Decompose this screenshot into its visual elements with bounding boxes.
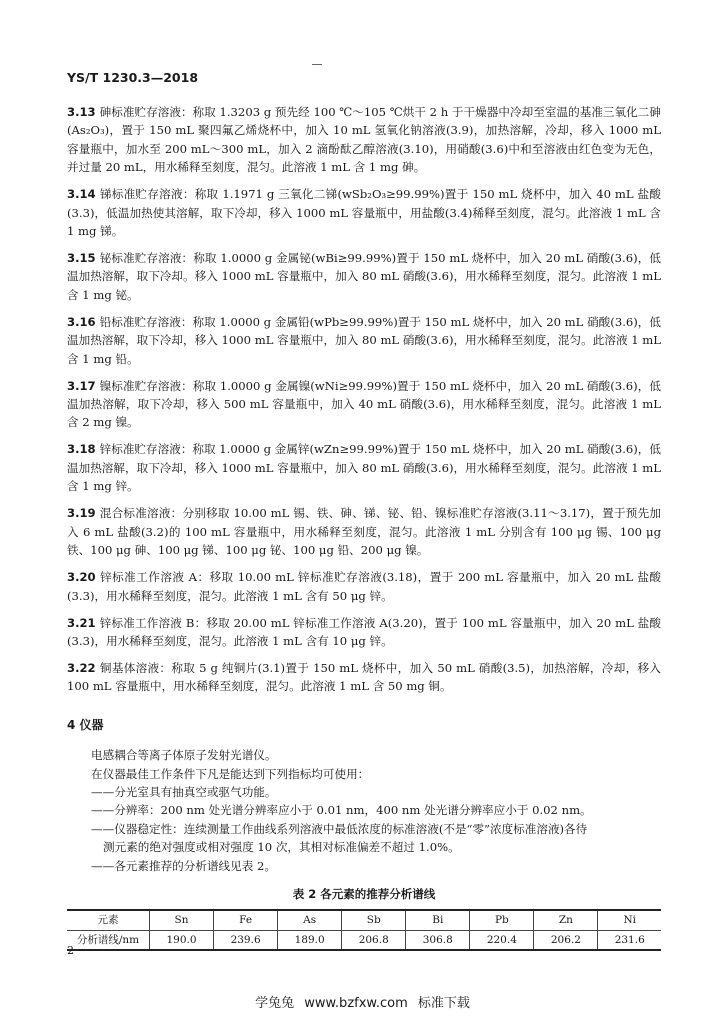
table-cell: 206.2 xyxy=(534,930,598,950)
table-header-cell: Bi xyxy=(406,910,470,930)
clause-text: 铜基体溶液：称取 5 g 纯铜片(3.1)置于 150 mL 烧杯中，加入 50 mL 硝酸(3.5)，加热溶解，冷却，移入 100 mL 容量瓶中，用水稀释至刻度，混匀。此溶液 1 mL 含 50 mg 铜。 xyxy=(67,660,661,694)
table-cell: 239.6 xyxy=(214,930,278,950)
document-body xyxy=(67,103,661,951)
table-header-cell: Sb xyxy=(342,910,406,930)
table-cell: 306.8 xyxy=(406,930,470,950)
requirement-vacuum: ——分光室具有抽真空或驱气功能。 xyxy=(91,784,277,799)
spectral-lines-table xyxy=(67,909,661,951)
clause-number: 3.15 xyxy=(67,251,96,266)
clause-paragraph xyxy=(67,103,661,177)
clause-number: 3.13 xyxy=(67,105,96,119)
clause-paragraph xyxy=(67,377,661,432)
table-header-row xyxy=(67,910,661,930)
table-cell: 206.8 xyxy=(342,930,406,950)
table-cell: 231.6 xyxy=(598,930,661,950)
table-header-cell: Fe xyxy=(214,910,278,930)
clause-paragraph xyxy=(67,440,661,495)
clause-number: 3.20 xyxy=(67,570,96,585)
watermark-footer: 学兔兔 www.bzfxw.com 标准下载 xyxy=(255,996,470,1011)
table-header-cell: Zn xyxy=(534,910,598,930)
clause-text: 锌标准贮存溶液：称取 1.0000 g 金属锌(wZn≥99.99%)置于 150 mL 烧杯中，加入 20 mL 硝酸(3.6)，低温加热溶解，取下冷却，移入 1000 mL 容量瓶中，加入 80 mL 硝酸(3.6)，用水稀释至刻度，混匀。此溶液 1 mL 含 1 mg 锌。 xyxy=(67,442,661,494)
clause-number: 3.22 xyxy=(67,660,96,675)
table-row-label: 分析谱线/nm xyxy=(67,930,150,950)
table-header-cell: As xyxy=(278,910,342,930)
table-header-cell: Ni xyxy=(598,910,661,930)
clause-paragraph xyxy=(67,614,661,651)
table-header-label: 元素 xyxy=(67,910,150,930)
clause-paragraph xyxy=(67,313,661,368)
standard-code-header: YS/T 1230.3—2018 xyxy=(67,70,199,85)
table-cell: 220.4 xyxy=(470,930,534,950)
clause-text: 混合标准溶液：分别移取 10.00 mL 锡、铁、砷、锑、铋、铅、镍标准贮存溶液(3.11～3.17)，置于预先加入 6 mL 盐酸(3.2)的 100 mL 容量瓶中，用水稀释至刻度，混匀。此溶液 1 mL 分别含有 100 μg 锡、100 μg 铁、100 μg 砷、100 μg 锑、100 μg 铋、100 μg 铅、200 μg 镍。 xyxy=(67,506,661,558)
instrument-intro: 电感耦合等离子体原子发射光谱仪。 xyxy=(91,748,277,763)
clause-number: 3.14 xyxy=(67,187,96,202)
instrument-conditions: 在仪器最佳工作条件下凡是能达到下列指标均可使用： xyxy=(91,766,370,781)
clause-number: 3.18 xyxy=(67,442,96,457)
clause-text: 砷标准贮存溶液：称取 1.3203 g 预先经 100 ℃～105 ℃烘干 2 h 于干燥器中冷却至室温的基准三氧化二砷(As₂O₃)，置于 150 mL 聚四氟乙烯烧杯中，加入 10 mL 氢氧化钠溶液(3.9)，加热溶解，冷却，移入 1000 mL 容量瓶中，加水至 200 mL～300 mL，加入 2 滴酚酞乙醇溶液(3.10)，用硝酸(3.6)中和至溶液由红色变为无色，并过量 20 mL，用水稀释至刻度，混匀。此溶液 1 mL 含 1 mg 砷。 xyxy=(67,105,661,175)
table-row xyxy=(67,930,661,950)
table-header-cell: Sn xyxy=(150,910,214,930)
clause-number: 3.19 xyxy=(67,506,96,521)
table-title: 表 2 各元素的推荐分析谱线 xyxy=(292,886,436,901)
clause-text: 铋标准贮存溶液：称取 1.0000 g 金属铋(wBi≥99.99%)置于 150 mL 烧杯中，加入 20 mL 硝酸(3.6)，低温加热溶解，取下冷却。移入 1000 mL 容量瓶中，加入 80 mL 硝酸(3.6)，用水稀释至刻度，混匀。此溶液 1 mL 含 1 mg 铋。 xyxy=(67,251,661,302)
clause-paragraph xyxy=(67,249,661,304)
clause-text: 锌标准工作溶液 B：移取 20.00 mL 锌标准工作溶液 A(3.20)，置于 100 mL 容量瓶中，加入 20 mL 盐酸(3.3)，用水稀释至刻度，混匀。此溶液 1 mL 含有 10 μg 锌。 xyxy=(67,615,661,648)
header-mark xyxy=(312,64,322,65)
clause-text: 镍标准贮存溶液：称取 1.0000 g 金属镍(wNi≥99.99%)置于 150 mL 烧杯中，加入 20 mL 硝酸(3.6)，低温加热溶解，取下冷却，移入 500 mL 容量瓶中，加入 40 mL 硝酸(3.6)，用水稀释至刻度，混匀。此溶液 1 mL 含 2 mg 镍。 xyxy=(67,378,661,430)
section-heading-instruments: 4 仪器 xyxy=(67,717,104,732)
requirement-stability-cont: 测元素的绝对强度或相对强度 10 次，其相对标准偏差不超过 1.0%。 xyxy=(103,840,460,855)
clause-text: 铅标准贮存溶液：称取 1.0000 g 金属铅(wPb≥99.99%)置于 150 mL 烧杯中，加入 20 mL 硝酸(3.6)，低温加热溶解，取下冷却，移入 1000 mL 容量瓶中，加入 80 mL 硝酸(3.6)，用水稀释至刻度，混匀。此溶液 1 mL 含 1 mg 铅。 xyxy=(67,314,661,366)
clause-text: 锑标准贮存溶液：称取 1.1971 g 三氧化二锑(wSb₂O₃≥99.99%)置于 150 mL 烧杯中，加入 40 mL 盐酸(3.3)，低温加热使其溶解，取下冷却，移入 1000 mL 容量瓶中，用盐酸(3.4)稀释至刻度，混匀。此溶液 1 mL 含 1 mg 锑。 xyxy=(67,187,661,239)
table-cell: 189.0 xyxy=(278,930,342,950)
clause-paragraph xyxy=(67,504,661,559)
clause-paragraph xyxy=(67,568,661,605)
table-header-cell: Pb xyxy=(470,910,534,930)
clause-paragraph xyxy=(67,659,661,696)
clause-number: 3.21 xyxy=(67,615,96,630)
page-number: 2 xyxy=(67,944,74,957)
requirement-lines: ——各元素推荐的分析谱线见表 2。 xyxy=(91,858,276,873)
clause-number: 3.16 xyxy=(67,314,96,329)
table-cell: 190.0 xyxy=(150,930,214,950)
requirement-resolution: ——分辨率：200 nm 处光谱分辨率应小于 0.01 nm，400 nm 处光谱分辨率应小于 0.02 nm。 xyxy=(91,803,592,818)
clause-list xyxy=(67,103,661,696)
requirement-stability: ——仪器稳定性：连续测量工作曲线系列溶液中最低浓度的标准溶液(不是“零”浓度标准溶液)各待 xyxy=(91,821,588,836)
clause-number: 3.17 xyxy=(67,378,96,393)
clause-paragraph xyxy=(67,185,661,240)
clause-text: 锌标准工作溶液 A：移取 10.00 mL 锌标准贮存溶液(3.18)，置于 200 mL 容量瓶中，加入 20 mL 盐酸(3.3)，用水稀释至刻度，混匀。此溶液 1 mL 含有 50 μg 锌。 xyxy=(67,570,661,603)
